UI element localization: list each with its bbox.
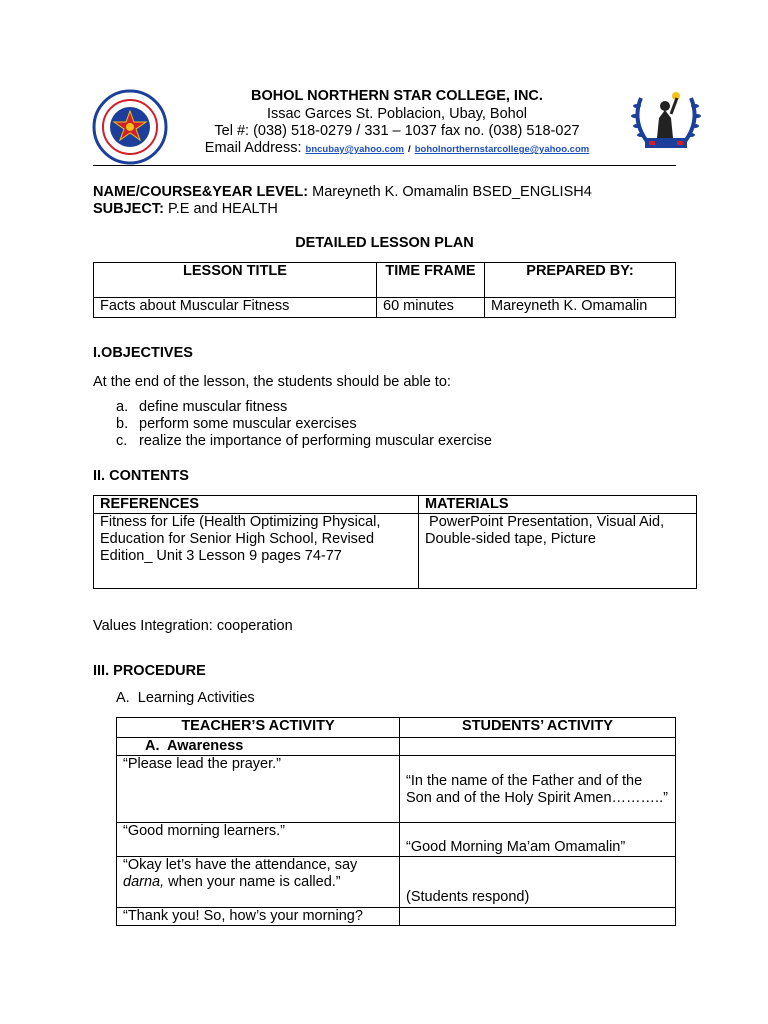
values-integration: Values Integration: cooperation xyxy=(93,618,293,634)
awareness-section: A. Awareness xyxy=(117,738,400,756)
learning-activities-heading: A. Learning Activities xyxy=(116,690,255,706)
teacher-cell: “Okay let’s have the attendance, say darna, when your name is called.” xyxy=(117,857,400,908)
plan-title: DETAILED LESSON PLAN xyxy=(295,235,474,251)
objectives-list xyxy=(116,399,492,450)
school-telephone: Tel #: (038) 518-0279 / 331 – 1037 fax no. (038) 518-027 xyxy=(214,123,580,139)
table-row xyxy=(117,756,676,823)
teacher-cell: “Thank you! So, how’s your morning? xyxy=(117,908,400,926)
lesson-table xyxy=(93,262,676,318)
table-row xyxy=(117,857,676,908)
lesson-title-cell: Facts about Muscular Fitness xyxy=(94,298,377,318)
lesson-title-header: LESSON TITLE xyxy=(94,263,377,298)
contents-table xyxy=(93,495,697,589)
materials-cell: PowerPoint Presentation, Visual Aid, Double-sided tape, Picture xyxy=(419,514,697,589)
teacher-cell: “Please lead the prayer.” xyxy=(117,756,400,823)
name-course-line xyxy=(93,184,592,201)
objectives-heading: I.OBJECTIVES xyxy=(93,345,193,361)
student-cell: (Students respond) xyxy=(400,857,676,908)
email-link-1[interactable]: bncubay@yahoo.com xyxy=(305,144,405,155)
email-link-2[interactable]: boholnorthernstarcollege@yahoo.com xyxy=(414,144,590,155)
objectives-intro: At the end of the lesson, the students should be able to: xyxy=(93,374,451,390)
header-divider xyxy=(93,165,676,166)
procedure-heading: III. PROCEDURE xyxy=(93,663,206,679)
list-item: b. perform some muscular exercises xyxy=(116,416,357,432)
subject-value: P.E and HEALTH xyxy=(167,201,278,217)
time-frame-header: TIME FRAME xyxy=(377,263,485,298)
list-item: c. realize the importance of performing muscular exercise xyxy=(116,433,492,449)
references-header: REFERENCES xyxy=(94,496,419,514)
email-separator: / xyxy=(408,144,411,155)
contents-heading: II. CONTENTS xyxy=(93,468,189,484)
time-frame-cell: 60 minutes xyxy=(377,298,485,318)
student-cell: “In the name of the Father and of the Son and of the Holy Spirit Amen………..” xyxy=(400,756,676,823)
materials-header: MATERIALS xyxy=(419,496,697,514)
teacher-activity-header: TEACHER’S ACTIVITY xyxy=(117,718,400,738)
school-email-line xyxy=(172,139,622,159)
student-cell: “Good Morning Ma’am Omamalin” xyxy=(400,823,676,857)
table-row xyxy=(117,908,676,926)
table-row xyxy=(117,738,676,756)
email-label: Email Address: xyxy=(204,140,302,156)
prepared-by-header: PREPARED BY: xyxy=(485,263,676,298)
teacher-cell: “Good morning learners.” xyxy=(117,823,400,857)
activities-table xyxy=(116,717,676,926)
school-name: BOHOL NORTHERN STAR COLLEGE, INC. xyxy=(251,88,543,104)
school-seal-logo xyxy=(92,89,168,165)
name-value: Mareyneth K. Omamalin BSED_ENGLISH4 xyxy=(312,184,592,200)
name-label: NAME/COURSE&YEAR LEVEL: xyxy=(93,184,309,200)
table-row xyxy=(94,514,697,589)
table-row xyxy=(117,823,676,857)
subject-line xyxy=(93,201,278,218)
list-item: a. define muscular fitness xyxy=(116,399,288,415)
anniversary-laurel-logo xyxy=(627,88,705,154)
prepared-by-cell: Mareyneth K. Omamalin xyxy=(485,298,676,318)
subject-label: SUBJECT: xyxy=(93,201,164,217)
school-address: Issac Garces St. Poblacion, Ubay, Bohol xyxy=(266,106,528,122)
table-row xyxy=(94,298,676,318)
student-cell xyxy=(400,908,676,926)
references-cell: Fitness for Life (Health Optimizing Physical, Education for Senior High School, Revised Edition_ Unit 3 Lesson 9 pages 74-77 xyxy=(94,514,419,589)
student-activity-header: STUDENTS’ ACTIVITY xyxy=(400,718,676,738)
